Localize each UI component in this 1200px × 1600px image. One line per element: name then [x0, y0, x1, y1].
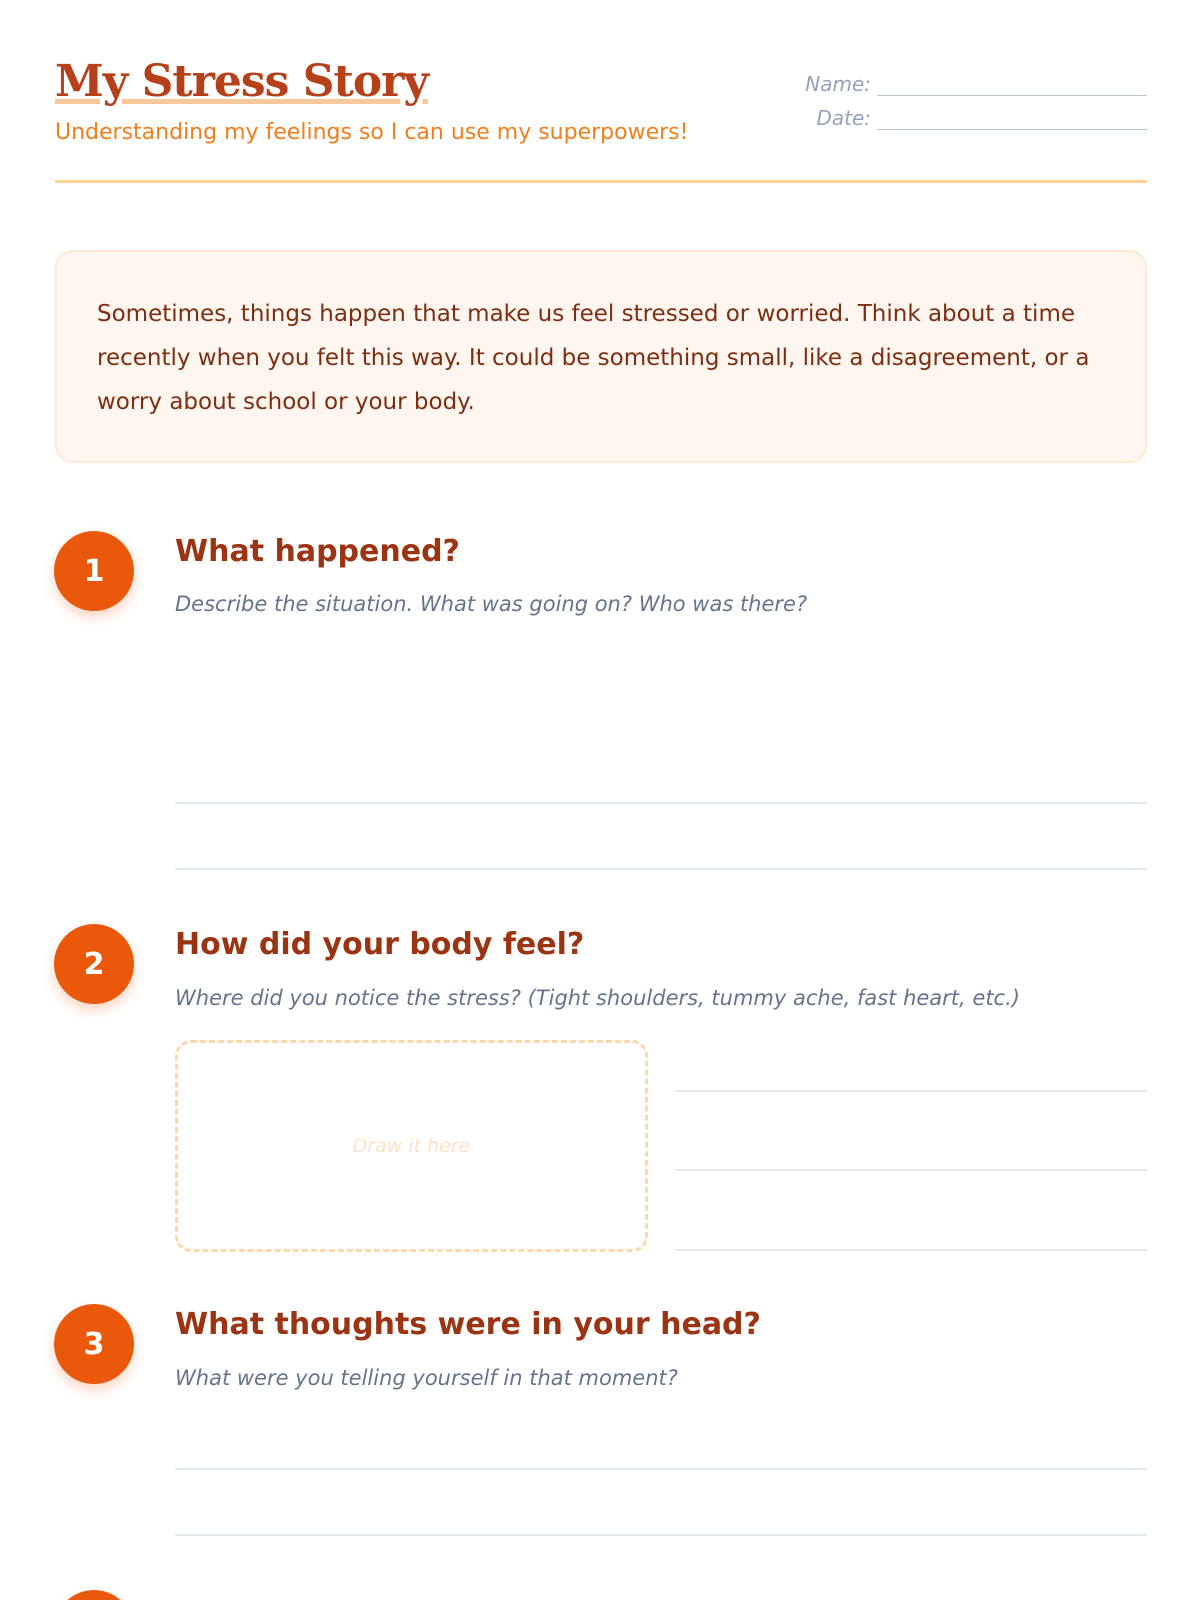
step-1-answer-line-1[interactable] — [175, 802, 1147, 804]
date-line[interactable] — [877, 110, 1147, 130]
header-divider — [55, 180, 1147, 183]
step-2-answer-line-3[interactable] — [675, 1249, 1147, 1251]
name-line[interactable] — [877, 76, 1147, 96]
page-subtitle: Understanding my feelings so I can use my superpowers! — [55, 120, 689, 145]
step-1-hint: Describe the situation. What was going on? Who was there? — [175, 592, 808, 616]
step-1-answer-line-2[interactable] — [175, 868, 1147, 870]
intro-text: Sometimes, things happen that make us feel stressed or worried. Think about a time recently when you felt this way. It could be something small, like a disagreement, or a worry about school or your body. — [97, 301, 1090, 415]
step-2-answer-line-2[interactable] — [675, 1169, 1147, 1171]
date-field[interactable] — [787, 106, 1147, 130]
step-3-hint: What were you telling yourself in that moment? — [175, 1366, 678, 1390]
step-2-title: How did your body feel? — [175, 927, 585, 962]
step-3-title: What thoughts were in your head? — [175, 1307, 761, 1342]
step-4-badge — [54, 1590, 134, 1600]
intro-box — [55, 250, 1147, 463]
date-label: Date: — [816, 106, 871, 130]
page-title: My Stress Story — [55, 56, 428, 107]
name-field[interactable] — [787, 72, 1147, 96]
step-3-answer-line-1[interactable] — [175, 1468, 1147, 1470]
step-1-badge: 1 — [54, 531, 134, 611]
step-1-title: What happened? — [175, 534, 460, 569]
draw-area-placeholder: Draw it here — [352, 1135, 471, 1157]
step-2-answer-line-1[interactable] — [675, 1090, 1147, 1092]
name-label: Name: — [805, 72, 871, 96]
step-2-hint: Where did you notice the stress? (Tight shoulders, tummy ache, fast heart, etc.) — [175, 986, 1020, 1010]
step-3-answer-line-2[interactable] — [175, 1534, 1147, 1536]
step-3-badge: 3 — [54, 1304, 134, 1384]
step-2-badge: 2 — [54, 924, 134, 1004]
draw-area[interactable] — [175, 1040, 648, 1252]
